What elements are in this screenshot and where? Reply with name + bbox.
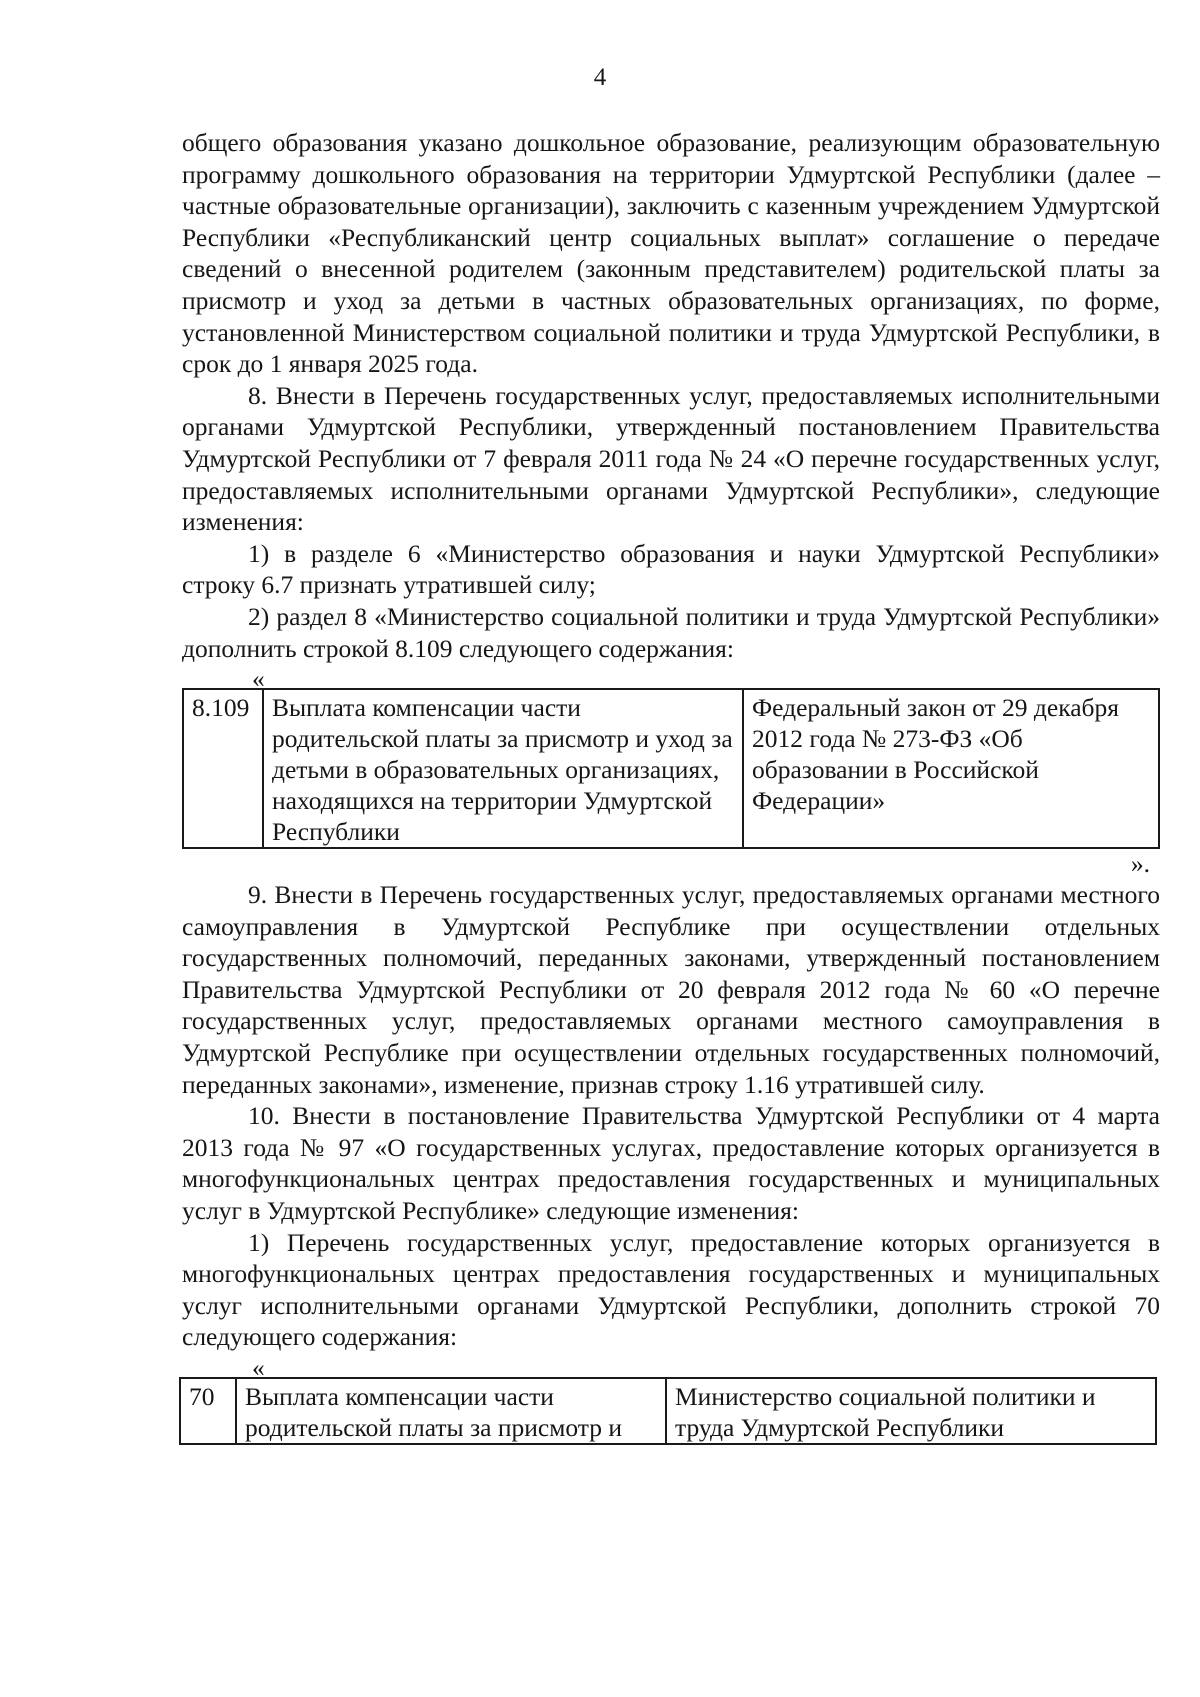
table-row-70 <box>179 1377 1157 1445</box>
paragraph-continuation: общего образования указано дошкольное образование, реализующим образовательную программу дошкольного образования на территории Удмуртской Республики (далее – частные образовательные организации), заключить с казенным учреждением Удмуртской Республики «Республиканский центр социальных выплат» соглашение о передаче сведений о внесенной родителем (законным представителем) родительской платы за присмотр и уход за детьми в частных образовательных организациях, по форме, установленной Министерством социальной политики и труда Удмуртской Республики, в срок до 1 января 2025 года. <box>182 128 1160 379</box>
table-cell-service: Выплата компенсации части родительской платы за присмотр и уход за детьми в образовательных организациях, находящихся на территории Удмуртской Республики <box>263 689 743 848</box>
opening-quote: « <box>252 664 265 694</box>
paragraph-item-8: 8. Внести в Перечень государственных услуг, предоставляемых исполнительными органами Удмуртской Республики, утвержденный постановлением Правительства Удмуртской Республики от 7 февраля 2011 года № 24 «О перечне государственных услуг, предоставляемых исполнительными органами Удмуртской Республики», следующие изменения: <box>182 380 1160 537</box>
table-row <box>183 689 1159 848</box>
table-cell-number: 70 <box>180 1378 236 1444</box>
paragraph-item-9: 9. Внести в Перечень государственных услуг, предоставляемых органами местного самоуправления в Удмуртской Республике при осуществлении отдельных государственных полномочий, переданных законами, утвержденный постановлением Правительства Удмуртской Республики от 20 февраля 2012 года № 60 «О перечне государственных услуг, предоставляемых органами местного самоуправления в Удмуртской Республике при осуществлении отдельных государственных полномочий, переданных законами», изменение, признав строку 1.16 утратившей силу. <box>182 880 1160 1099</box>
table-cell-authority: Министерство социальной политики и труда Удмуртской Республики <box>666 1378 1156 1444</box>
table-cell-service: Выплата компенсации части родительской платы за присмотр и <box>236 1378 666 1444</box>
closing-quote: ». <box>1130 849 1150 879</box>
document-body <box>182 127 1160 1445</box>
paragraph-item-8-2: 2) раздел 8 «Министерство социальной политики и труда Удмуртской Республики» дополнить строкой 8.109 следующего содержания: <box>182 601 1160 663</box>
table-row-8-109 <box>182 688 1160 849</box>
page-number: 4 <box>593 64 607 91</box>
table-cell-basis: Федеральный закон от 29 декабря 2012 года № 273-ФЗ «Об образовании в Российской Федерации» <box>743 689 1159 848</box>
table-cell-number: 8.109 <box>183 689 263 848</box>
opening-quote-2: « <box>252 1353 265 1382</box>
paragraph-item-8-1: 1) в разделе 6 «Министерство образования и науки Удмуртской Республики» строку 6.7 признать утратившей силу; <box>182 538 1160 600</box>
paragraph-item-10-1: 1) Перечень государственных услуг, предоставление которых организуется в многофункциональных центрах предоставления государственных и муниципальных услуг исполнительными органами Удмуртской Республики, дополнить строкой 70 следующего содержания: <box>182 1227 1160 1352</box>
table-row <box>180 1378 1156 1444</box>
paragraph-item-10: 10. Внести в постановление Правительства Удмуртской Республики от 4 марта 2013 года № 97 «О государственных услугах, предоставление которых организуется в многофункциональных центрах предоставления государственных и муниципальных услуг в Удмуртской Республике» следующие изменения: <box>182 1101 1160 1226</box>
